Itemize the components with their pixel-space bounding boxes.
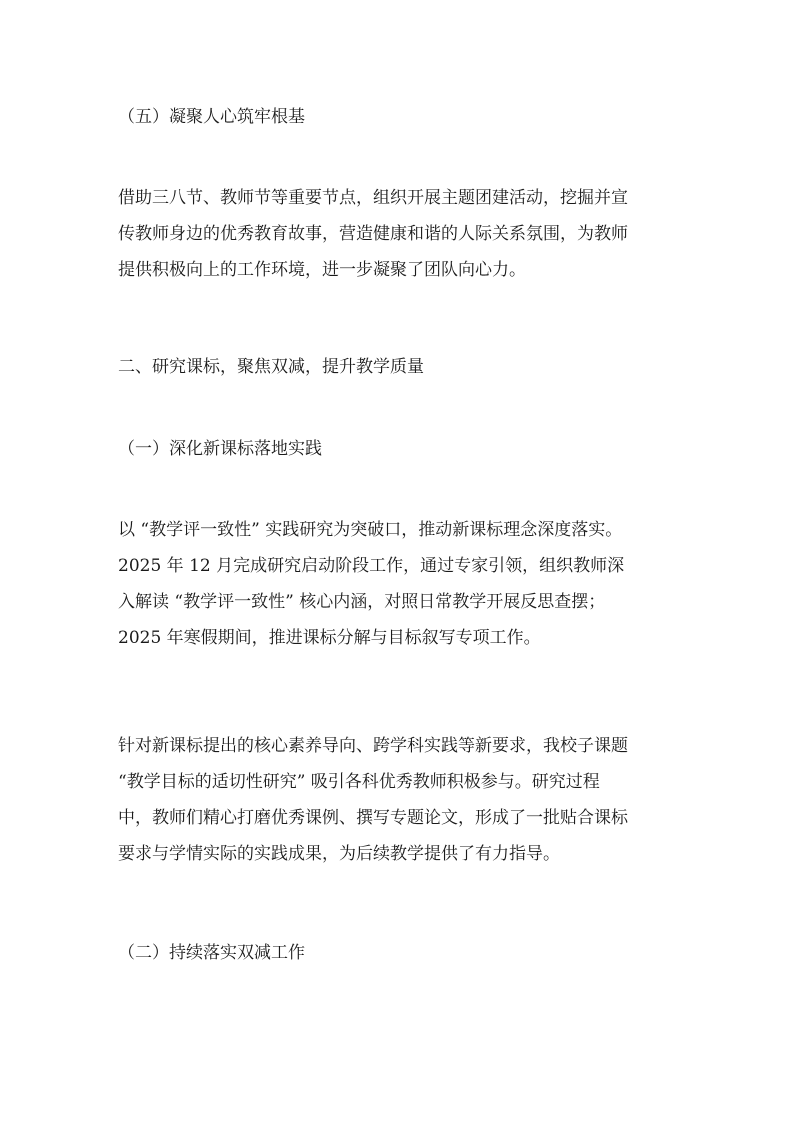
heading-text: 二、研究课标，聚焦双减，提升教学质量 — [118, 357, 424, 377]
paragraph-line: 中，教师们精心打磨优秀课例、撰写专题论文，形成了一批贴合课标 — [118, 808, 628, 828]
paragraph-line: 以 “教学评一致性” 实践研究为突破口，推动新课标理念深度落实。 — [118, 520, 623, 540]
paragraph-line: 要求与学情实际的实践成果，为后续教学提供了有力指导。 — [118, 844, 560, 864]
section-heading-five — [118, 99, 678, 135]
paragraph-line: 传教师身边的优秀教育故事，营造健康和谐的人际关系氛围，为教师 — [118, 224, 628, 244]
part-two-heading — [118, 349, 678, 385]
paragraph-curriculum-practice — [118, 512, 678, 656]
section-heading-one — [118, 431, 678, 467]
paragraph-subtopic-research — [118, 728, 678, 872]
heading-text: （一）深化新课标落地实践 — [118, 439, 322, 459]
paragraph-line: 提供积极向上的工作环境，进一步凝聚了团队向心力。 — [118, 260, 526, 280]
paragraph-line: 2025 年寒假期间，推进课标分解与目标叙写专项工作。 — [118, 628, 541, 648]
paragraph-line: “教学目标的适切性研究” 吸引各科优秀教师积极参与。研究过程 — [118, 772, 600, 792]
paragraph-line: 2025 年 12 月完成研究启动阶段工作，通过专家引领，组织教师深 — [118, 556, 625, 576]
paragraph-line: 借助三八节、教师节等重要节点，组织开展主题团建活动，挖掘并宣 — [118, 188, 628, 208]
heading-text: （二）持续落实双减工作 — [118, 943, 305, 963]
paragraph-line: 入解读 “教学评一致性” 核心内涵，对照日常教学开展反思查摆； — [118, 592, 606, 612]
paragraph-line: 针对新课标提出的核心素养导向、跨学科实践等新要求，我校子课题 — [118, 736, 628, 756]
heading-text: （五）凝聚人心筑牢根基 — [118, 107, 305, 127]
section-heading-two — [118, 935, 678, 971]
paragraph-team-building — [118, 180, 678, 288]
